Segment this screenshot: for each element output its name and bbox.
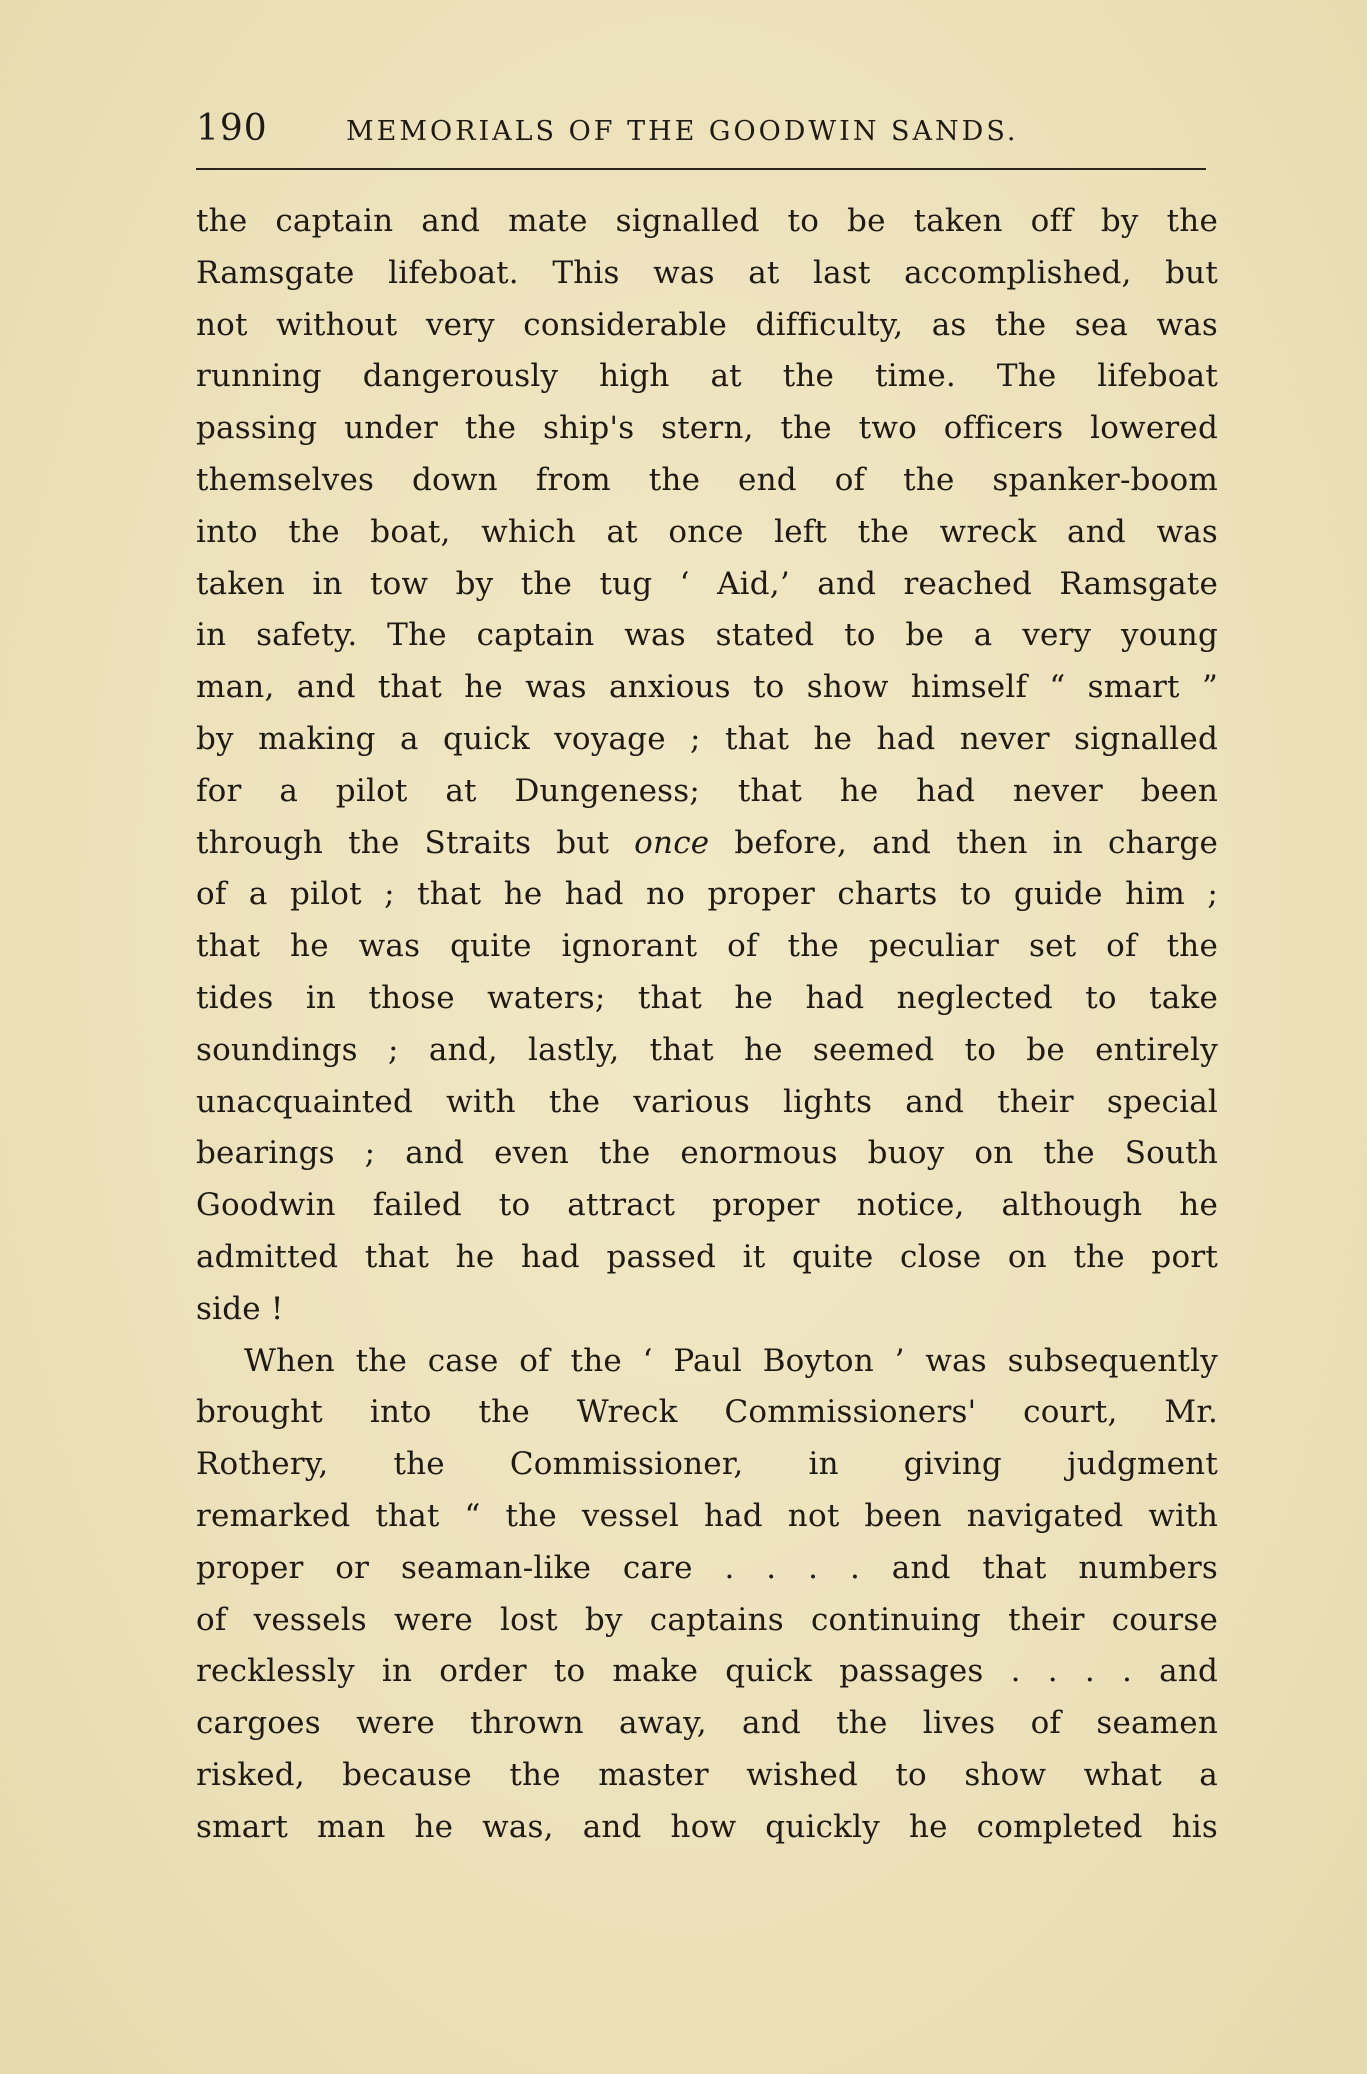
text-line: proper or seaman-like care . . . . and that numbers (196, 1549, 1218, 1586)
text-line: in safety. The captain was stated to be a very young (196, 617, 1218, 654)
text-line: for a pilot at Dungeness; that he had never been (196, 772, 1218, 809)
running-title: MEMORIALS OF THE GOODWIN SANDS. (346, 116, 1019, 147)
text-line: recklessly in order to make quick passages . . . . and (196, 1653, 1218, 1690)
text-line: running dangerously high at the time. The lifeboat (196, 358, 1218, 395)
text-line: Rothery, the Commissioner, in giving judgment (196, 1446, 1218, 1483)
text-line: the captain and mate signalled to be taken off by the (196, 203, 1218, 239)
text-line: risked, because the master wished to show what a (196, 1756, 1218, 1793)
text-line: brought into the Wreck Commissioners' court, Mr. (196, 1394, 1218, 1431)
text-line-with-italic (196, 818, 1218, 870)
text-line: Ramsgate lifeboat. This was at last accomplished, but (196, 254, 1218, 291)
text-line: tides in those waters; that he had neglected to take (196, 979, 1218, 1016)
text-segment: through the Straits but (196, 824, 610, 861)
text-line: side ! (196, 1290, 284, 1327)
text-line: themselves down from the end of the spanker-boom (196, 461, 1218, 498)
text-line: of vessels were lost by captains continuing their course (196, 1601, 1218, 1638)
text-line: admitted that he had passed it quite close on the port (196, 1238, 1218, 1275)
text-line: bearings ; and even the enormous buoy on the South (196, 1135, 1218, 1172)
text-line: not without very considerable difficulty, as the sea was (196, 306, 1218, 343)
text-line: taken in tow by the tug ‘ Aid,’ and reached Ramsgate (196, 565, 1218, 602)
text-line: passing under the ship's stern, the two officers lowered (196, 410, 1218, 447)
text-line: smart man he was, and how quickly he completed his (196, 1808, 1218, 1845)
text-line: of a pilot ; that he had no proper charts to guide him ; (196, 876, 1218, 913)
page-number: 190 (196, 108, 268, 149)
italic-word: once (634, 824, 710, 861)
paragraph-start-line: When the case of the ‘ Paul Boyton ’ was subsequently (244, 1342, 1218, 1379)
text-line: Goodwin failed to attract proper notice, although he (196, 1187, 1218, 1224)
text-line: into the boat, which at once left the wreck and was (196, 513, 1218, 550)
text-line: by making a quick voyage ; that he had never signalled (196, 720, 1218, 757)
text-segment: before, and then in charge (734, 824, 1218, 861)
text-line: unacquainted with the various lights and their special (196, 1083, 1218, 1120)
text-line: soundings ; and, lastly, that he seemed to be entirely (196, 1031, 1218, 1068)
running-head (196, 108, 1206, 158)
text-line: remarked that “ the vessel had not been navigated with (196, 1497, 1218, 1534)
text-line: man, and that he was anxious to show himself “ smart ” (196, 669, 1218, 706)
header-rule (196, 168, 1206, 170)
body-text (196, 196, 1218, 1854)
text-line: cargoes were thrown away, and the lives of seamen (196, 1705, 1218, 1742)
text-line: that he was quite ignorant of the peculiar set of the (196, 928, 1218, 965)
